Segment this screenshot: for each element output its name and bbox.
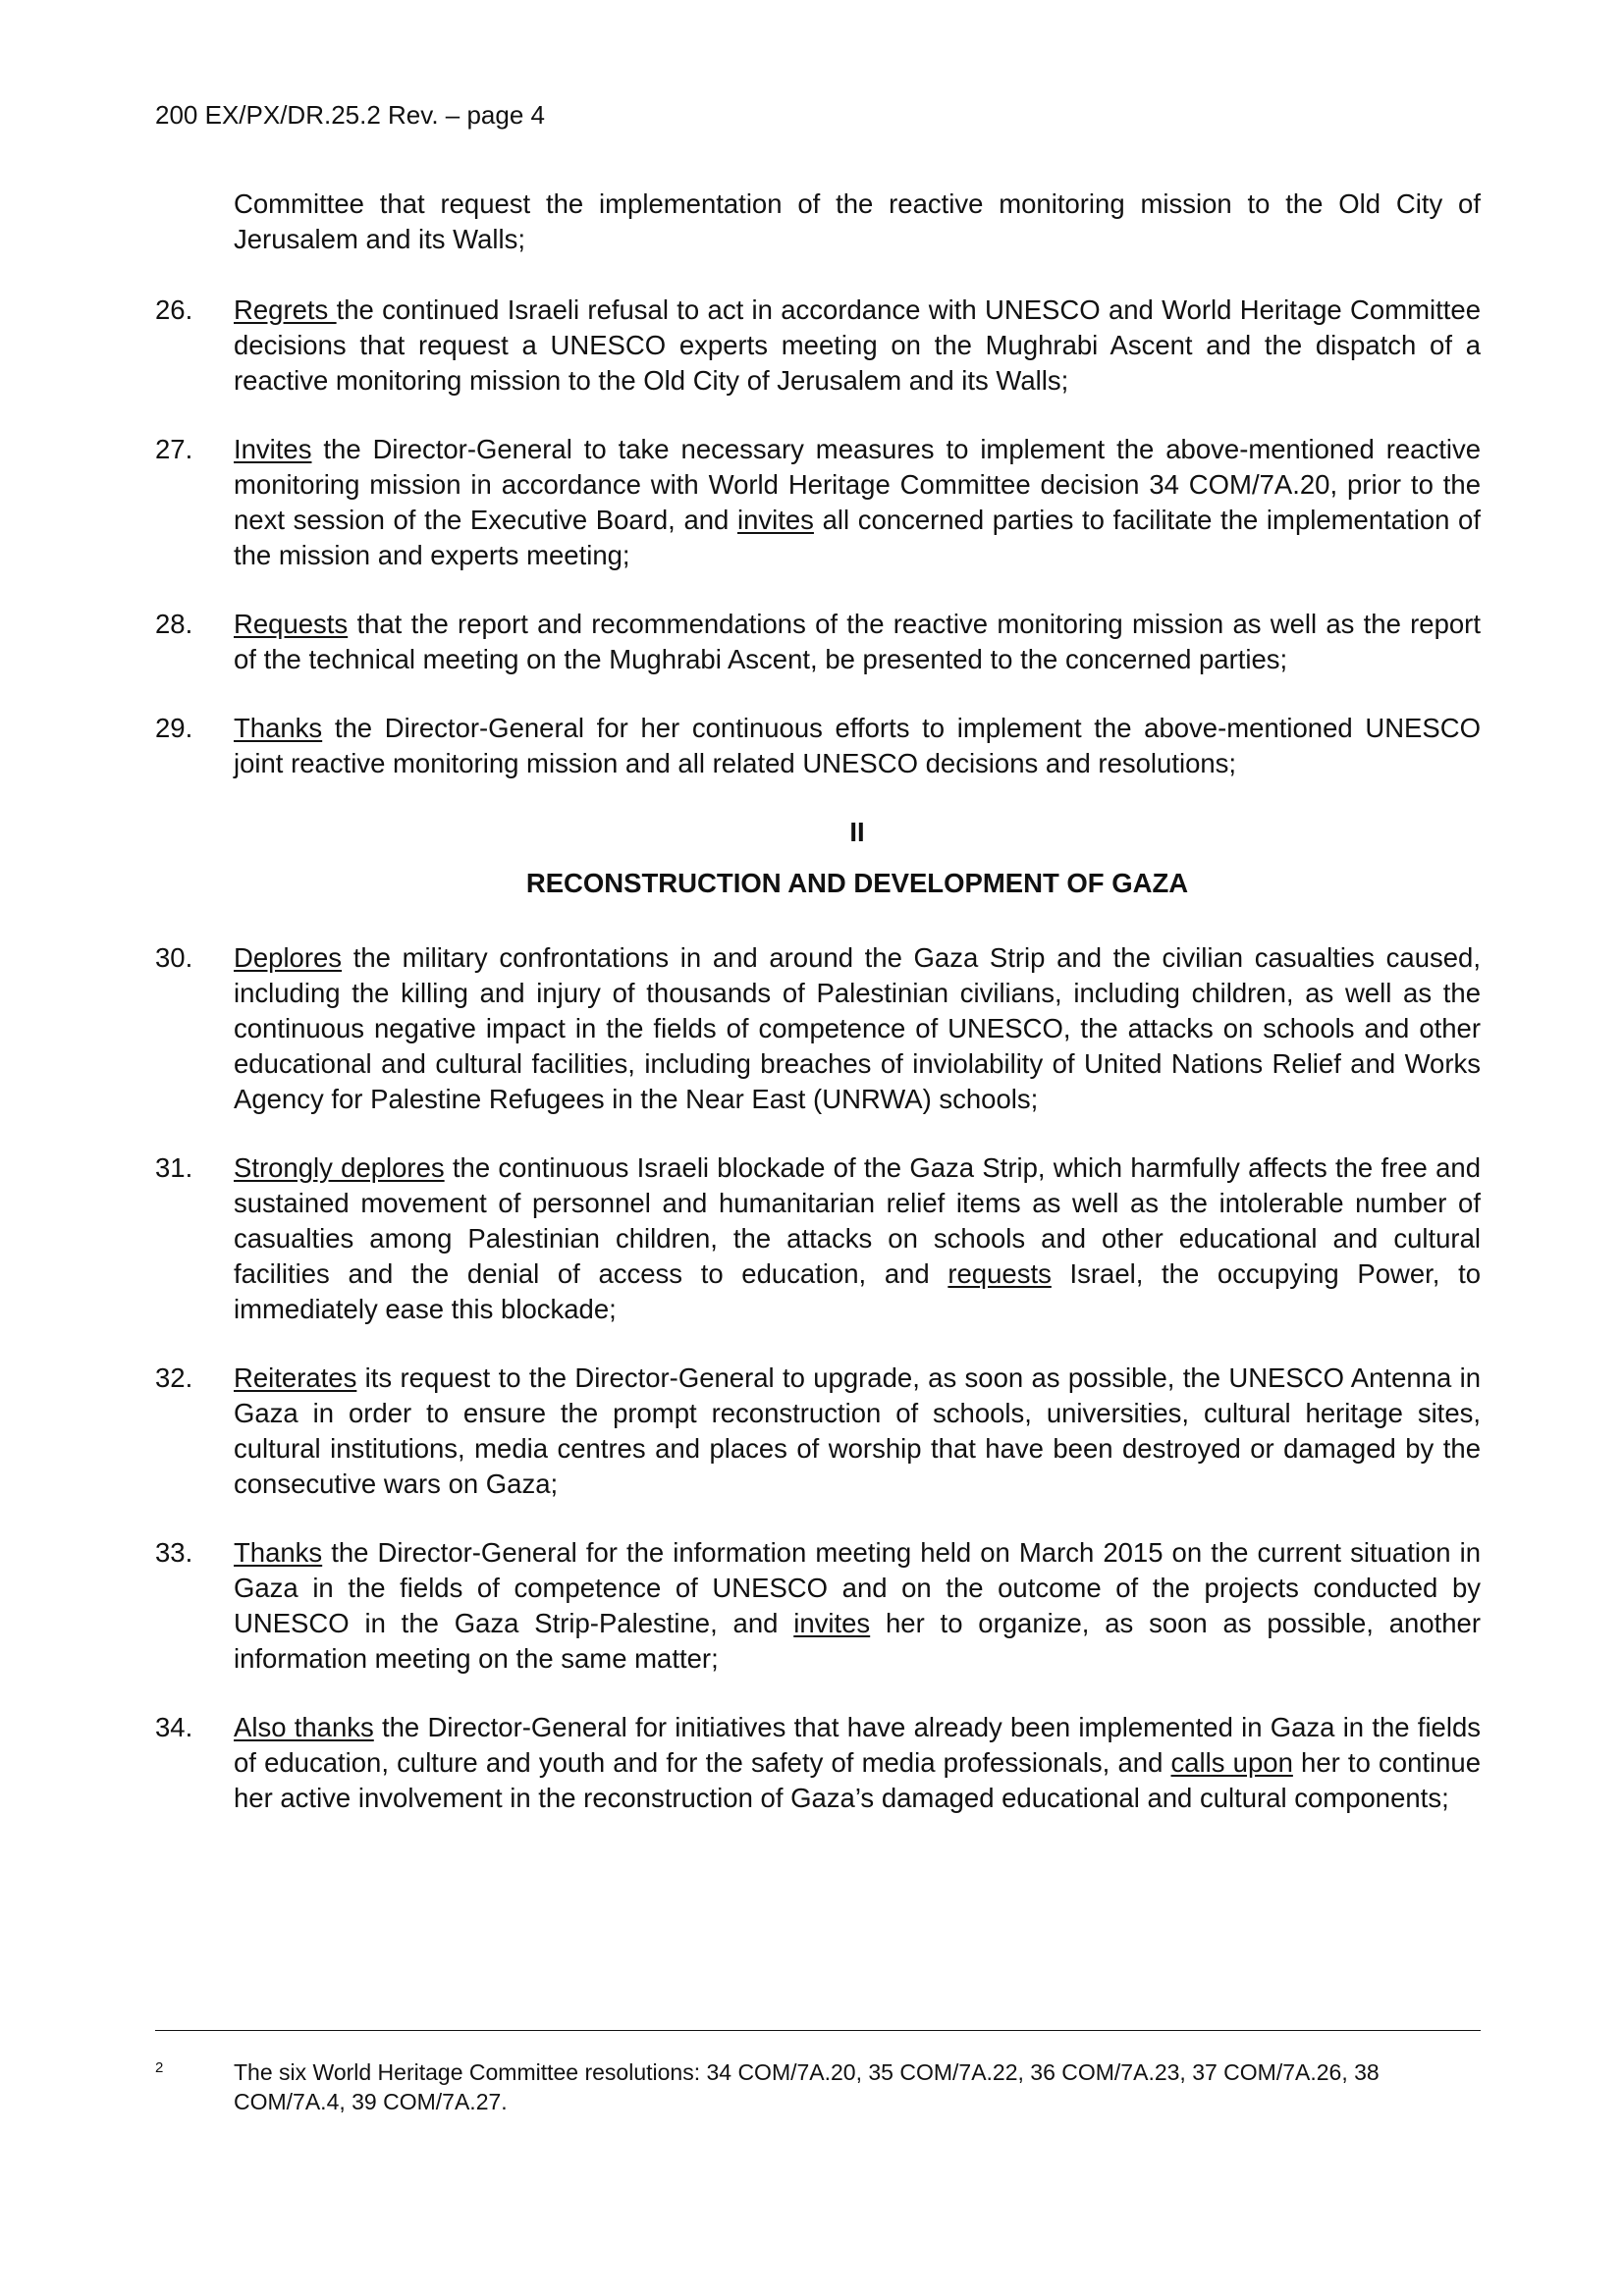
item-number: 32. [155,1362,193,1393]
item-text: its request to the Director-General to upgrade, as soon as possible, the UNESCO Antenna in Gaza in order to ensure the prompt reconstruction of schools, universities, cultural heritage sites, cultural institutions, media centres and places of worship that have been destroyed or damaged by the consecutive wars on Gaza; [234,1362,1481,1499]
items-list-b [155,940,1481,1816]
item-text-continued: her to organize, as soon as possible, another information meeting on the same matter; [234,1608,1481,1674]
item-text: the Director-General for the information meeting held on March 2015 on the current situation in Gaza in the fields of competence of UNESCO and on the outcome of the projects conducted by UNESCO in the Gaza Strip-Palestine, and [234,1537,1481,1638]
list-item [155,293,1481,399]
list-item [155,1150,1481,1327]
item-text: the Director-General for initiatives that have already been implemented in Gaza in the fields of education, culture and youth and for the safety of media professionals, and [234,1712,1481,1778]
item-text: the continued Israeli refusal to act in accordance with UNESCO and World Heritage Committee decisions that request a UNESCO experts meeting on the Mughrabi Ascent and the dispatch of a reactive monitoring mission to the Old City of Jerusalem and its Walls; [234,294,1481,396]
item-lead-verb: Reiterates [234,1362,357,1393]
item-text: the continuous Israeli blockade of the Gaza Strip, which harmfully affects the free and sustained movement of personnel and humanitarian relief items as well as the intolerable number of casualties among Palestinian children, the attacks on schools and other educational and cultural facilities and the denial of access to education, and [234,1152,1481,1289]
page-header: 200 EX/PX/DR.25.2 Rev. – page 4 [155,100,545,130]
list-item [155,607,1481,677]
item-lead-verb: Deplores [234,942,343,973]
list-item [155,940,1481,1117]
footnote-divider [155,2030,1481,2031]
item-text-continued: all concerned parties to facilitate the implementation of the mission and experts meeting; [234,505,1481,570]
item-text: the Director-General to take necessary measures to implement the above-mentioned reactive monitoring mission in accordance with World Heritage Committee decision 34 COM/7A.20, prior to the next session of the Executive Board, and [234,434,1481,535]
footnote-text: The six World Heritage Committee resolutions: 34 COM/7A.20, 35 COM/7A.22, 36 COM/7A.23, 37 COM/7A.26, 38 COM/7A.4, 39 COM/7A.27. [234,2059,1380,2114]
item-number: 34. [155,1712,193,1742]
item-second-verb: invites [793,1608,871,1638]
items-list-a [155,293,1481,781]
list-item [155,1535,1481,1677]
item-lead-verb: Thanks [234,1537,323,1568]
section-title: RECONSTRUCTION AND DEVELOPMENT OF GAZA [525,868,1189,898]
list-item [155,432,1481,573]
footnote [155,2057,1481,2116]
item-number: 29. [155,713,193,743]
item-number: 31. [155,1152,193,1183]
continuation-paragraph: Committee that request the implementation of the reactive monitoring mission to the Old City of Jerusalem and its Walls; [234,188,1481,254]
item-number: 27. [155,434,193,464]
item-text: that the report and recommendations of the reactive monitoring mission as well as the report of the technical meeting on the Mughrabi Ascent, be presented to the concerned parties; [234,609,1481,674]
footnote-mark: 2 [155,2059,164,2076]
item-text: the military confrontations in and around the Gaza Strip and the civilian casualties caused, including the killing and injury of thousands of Palestinian civilians, including children, as well as the continuous negative impact in the fields of competence of UNESCO, the attacks on schools and other educational and cultural facilities, including breaches of inviolability of United Nations Relief and Works Agency for Palestine Refugees in the Near East (UNRWA) schools; [234,942,1481,1114]
item-number: 26. [155,294,193,325]
item-lead-verb: Regrets [234,294,337,325]
item-lead-verb: Invites [234,434,312,464]
item-number: 28. [155,609,193,639]
list-item [155,1361,1481,1502]
item-second-verb: requests [947,1258,1052,1289]
list-item [155,711,1481,781]
item-number: 30. [155,942,193,973]
list-item [155,1710,1481,1816]
item-text-continued: her to continue her active involvement in the reconstruction of Gaza’s damaged educational and cultural components; [234,1747,1481,1813]
document-body [155,187,1481,1849]
section-number: II [849,817,865,847]
item-second-verb: calls upon [1170,1747,1293,1778]
item-lead-verb: Also thanks [234,1712,374,1742]
item-lead-verb: Strongly deplores [234,1152,445,1183]
item-number: 33. [155,1537,193,1568]
item-lead-verb: Thanks [234,713,323,743]
item-text-continued: Israel, the occupying Power, to immediately ease this blockade; [234,1258,1482,1324]
item-text: the Director-General for her continuous efforts to implement the above-mentioned UNESCO joint reactive monitoring mission and all related UNESCO decisions and resolutions; [234,713,1481,778]
item-lead-verb: Requests [234,609,349,639]
item-second-verb: invites [736,505,814,535]
